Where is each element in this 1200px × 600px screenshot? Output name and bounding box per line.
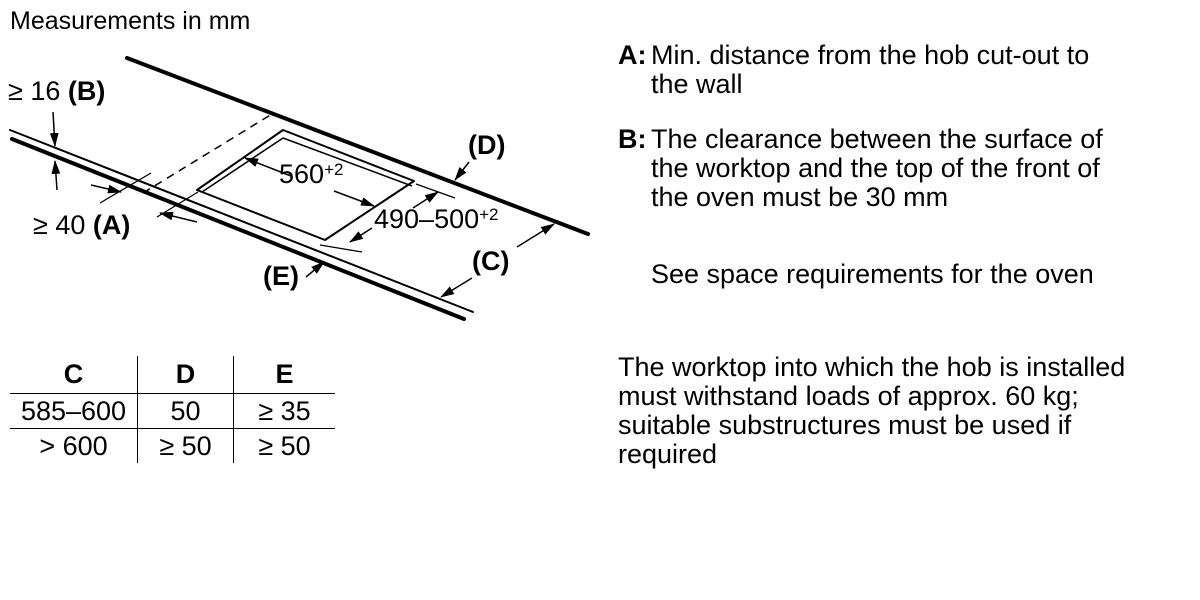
dim-label-cutout-width: $560^{+2}$	[279, 159, 344, 189]
table-header-d: D	[137, 356, 233, 393]
table-header-e: E	[233, 356, 335, 393]
note-load-text	[618, 353, 1125, 469]
table-cell: ≥ 50	[233, 428, 335, 463]
clearance-table	[10, 356, 335, 463]
note-a-text	[651, 41, 1089, 99]
page-title: Measurements in mm	[10, 7, 251, 35]
dim-560-arrow-right	[334, 191, 374, 206]
table-cell: > 600	[10, 428, 137, 463]
dim-label-a: ≥ 40 (A)	[33, 210, 131, 240]
dim-c-arrow-front	[441, 278, 472, 297]
wall-distance-dashed-line	[143, 114, 272, 193]
note-line: must withstand loads of approx. 60 kg;	[618, 381, 1079, 411]
note-line: The clearance between the surface of	[651, 124, 1103, 154]
dim-label-d: (D)	[468, 130, 506, 160]
table-cell: 585–600	[10, 393, 137, 428]
note-line: The worktop into which the hob is installed	[618, 352, 1126, 382]
note-line: the wall	[651, 69, 743, 99]
dim-a-arrow-left	[160, 213, 197, 222]
dim-label-e: (E)	[263, 261, 299, 291]
dim-label-c: (C)	[472, 246, 510, 276]
note-line: Min. distance from the hob cut-out to	[651, 40, 1090, 70]
note-line: the oven must be 30 mm	[651, 182, 949, 212]
note-a-label: A:	[618, 40, 647, 70]
note-line: required	[618, 439, 718, 469]
note-see-space	[651, 260, 1094, 289]
table-cell: 50	[137, 393, 233, 428]
dim-490-arrow-front	[350, 228, 372, 242]
dim-490-tick-back	[416, 184, 455, 198]
dim-e-arrow	[306, 262, 324, 277]
table-cell: ≥ 50	[137, 428, 233, 463]
dim-b-arrow-down	[53, 112, 55, 146]
table-header-c: C	[63, 359, 84, 389]
note-line: See space requirements for the oven	[651, 259, 1094, 289]
wall-line	[127, 58, 588, 234]
dim-d-arrow	[455, 162, 469, 180]
note-line: the worktop and the top of the front of	[651, 153, 1100, 183]
dim-label-b: ≥ 16 (B)	[8, 76, 106, 106]
note-b-label: B:	[618, 124, 647, 154]
note-b-text	[651, 125, 1103, 212]
dim-c-arrow-back	[517, 224, 554, 247]
note-line: suitable substructures must be used if	[618, 410, 1072, 440]
dim-a-arrow-right	[91, 185, 121, 192]
dim-label-cutout-depth: $490-500^{+2}$	[374, 204, 499, 234]
dim-490-tick-front	[320, 245, 362, 252]
table-cell: ≥ 35	[233, 393, 335, 428]
dim-b-arrow-up	[55, 161, 57, 190]
